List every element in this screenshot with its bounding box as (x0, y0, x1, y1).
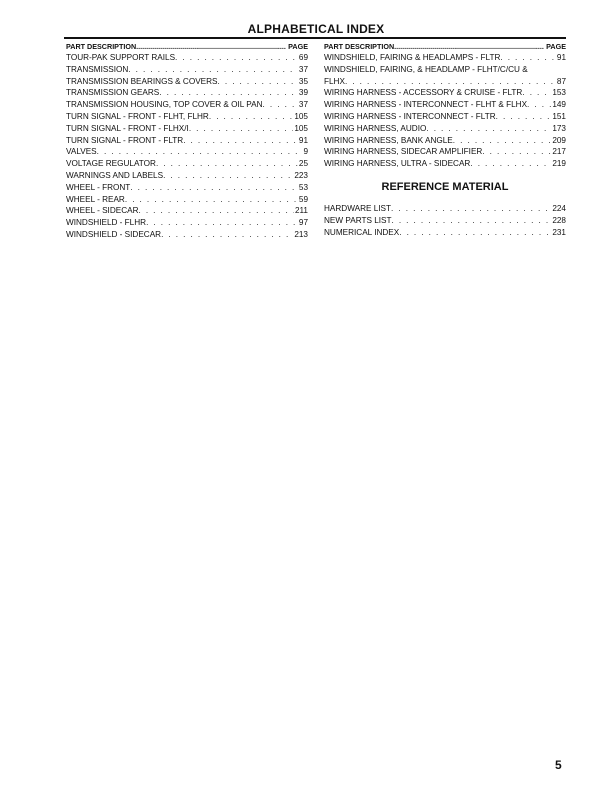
index-entry (66, 170, 308, 182)
entry-text: WHEEL - FRONT (66, 182, 131, 192)
index-entry (66, 87, 308, 99)
leader-dots (391, 203, 551, 215)
title-rule (64, 37, 566, 39)
entry-text: FLHX (324, 76, 345, 86)
column-header-page: PAGE (546, 42, 566, 51)
entry-page: 153 (552, 88, 566, 98)
entry-text: TURN SIGNAL - FRONT - FLTR (66, 135, 184, 145)
index-entry (66, 135, 308, 147)
column-header-page: PAGE (288, 42, 308, 51)
index-list-left (66, 52, 308, 241)
column-header (66, 41, 308, 52)
index-entry (324, 123, 566, 135)
entry-page: 39 (298, 88, 308, 98)
entry-text: TRANSMISSION (66, 64, 129, 74)
entry-page: 228 (552, 215, 566, 225)
entry-text: WHEEL - SIDECAR (66, 206, 139, 216)
entry-page: 59 (298, 194, 308, 204)
index-entry (324, 203, 566, 215)
index-entry (324, 146, 566, 158)
entry-text: WINDSHIELD - FLHR (66, 218, 147, 228)
entry-text: TOUR-PAK SUPPORT RAILS (66, 53, 176, 62)
leader-dots (500, 52, 556, 64)
entry-page: 25 (298, 159, 308, 169)
leader-dots (128, 64, 298, 76)
entry-page: 223 (294, 170, 308, 180)
index-entry (66, 194, 308, 206)
index-entry (324, 52, 566, 64)
leader-dots (527, 99, 551, 111)
index-entry (66, 205, 308, 217)
index-entry (66, 111, 308, 123)
leader-dots (175, 52, 298, 64)
index-entry (66, 229, 308, 241)
index-entry (324, 227, 566, 239)
index-column-right (324, 41, 566, 238)
entry-page: 97 (298, 218, 308, 228)
index-entry (66, 158, 308, 170)
entry-page: 211 (294, 206, 308, 216)
entry-text: WIRING HARNESS, AUDIO (324, 123, 427, 133)
reference-material-heading: REFERENCE MATERIAL (381, 180, 509, 193)
index-entry (324, 99, 566, 111)
leader-dots (163, 170, 293, 182)
entry-page: 69 (298, 53, 308, 62)
entry-text: VOLTAGE REGULATOR (66, 159, 156, 169)
leader-dots (263, 99, 298, 111)
index-entry (66, 123, 308, 135)
index-column-left (66, 41, 308, 241)
leader-dots (159, 87, 298, 99)
leader-dots (426, 123, 551, 135)
entry-text: VALVES (66, 147, 97, 157)
entry-text: WHEEL - REAR (66, 194, 125, 204)
index-entry (66, 146, 308, 158)
entry-text: WIRING HARNESS, BANK ANGLE (324, 135, 453, 145)
entry-page: 209 (552, 135, 566, 145)
index-entry (66, 217, 308, 229)
entry-text: TURN SIGNAL - FRONT - FLHT, FLHR (66, 111, 209, 121)
entry-page: 53 (298, 182, 308, 192)
entry-page: 219 (552, 159, 566, 169)
entry-text: WIRING HARNESS - INTERCONNECT - FLHT & FLHX (324, 100, 528, 110)
entry-text: NUMERICAL INDEX (324, 227, 400, 237)
index-entry (324, 158, 566, 170)
leader-dots (522, 87, 551, 99)
entry-text: WIRING HARNESS - ACCESSORY & CRUISE - FLTR (324, 88, 523, 98)
entry-text: TRANSMISSION GEARS (66, 88, 160, 98)
entry-page: 9 (303, 147, 308, 157)
leader-dots (399, 227, 551, 239)
leader-dots (136, 41, 286, 52)
index-entry (66, 64, 308, 76)
entry-text: TRANSMISSION BEARINGS & COVERS (66, 76, 218, 86)
index-entry (324, 215, 566, 227)
leader-dots (394, 41, 544, 52)
page-title: ALPHABETICAL INDEX (247, 22, 385, 36)
leader-dots (391, 215, 551, 227)
index-entry (66, 76, 308, 88)
leader-dots (453, 135, 552, 147)
leader-dots (146, 217, 298, 229)
entry-text: WIRING HARNESS, SIDECAR AMPLIFIER (324, 147, 483, 157)
entry-page: 149 (552, 100, 566, 110)
entry-text: TURN SIGNAL - FRONT - FLHX/I (66, 123, 189, 133)
leader-dots (125, 194, 298, 206)
leader-dots (97, 146, 303, 158)
column-header (324, 41, 566, 52)
index-entry (324, 64, 566, 76)
index-entry (66, 52, 308, 64)
entry-text: NEW PARTS LIST (324, 215, 392, 225)
entry-page: 224 (552, 203, 566, 213)
leader-dots (183, 135, 298, 147)
column-header-part: PART DESCRIPTION (324, 42, 395, 51)
index-entry (324, 135, 566, 147)
entry-page: 231 (552, 227, 566, 237)
index-list-right (324, 52, 566, 170)
leader-dots (345, 76, 556, 88)
entry-text: WINDSHIELD - SIDECAR (66, 229, 162, 239)
leader-dots (189, 123, 294, 135)
entry-text: WINDSHIELD, FAIRING & HEADLAMPS - FLTR (324, 53, 501, 62)
entry-text: TRANSMISSION HOUSING, TOP COVER & OIL PAN (66, 100, 263, 110)
leader-dots (161, 229, 293, 241)
entry-page: 37 (298, 100, 308, 110)
entry-page: 151 (552, 111, 566, 121)
entry-page: 213 (294, 229, 308, 239)
index-entry (66, 182, 308, 194)
column-header-part: PART DESCRIPTION (66, 42, 137, 51)
entry-page: 35 (298, 76, 308, 86)
entry-page: 173 (552, 123, 566, 133)
leader-dots (218, 76, 298, 88)
leader-dots (138, 205, 293, 217)
entry-text: WINDSHIELD, FAIRING, & HEADLAMP - FLHT/C/CU & (324, 64, 528, 74)
page-number: 5 (555, 758, 562, 772)
entry-text: WIRING HARNESS, ULTRA - SIDECAR (324, 159, 471, 169)
entry-page: 91 (556, 53, 566, 62)
leader-dots (209, 111, 293, 123)
leader-dots (156, 158, 298, 170)
index-entry (324, 87, 566, 99)
entry-page: 87 (556, 76, 566, 86)
entry-text: WARNINGS AND LABELS (66, 170, 164, 180)
entry-text: HARDWARE LIST (324, 203, 392, 213)
entry-text: WIRING HARNESS - INTERCONNECT - FLTR (324, 111, 496, 121)
index-entry (66, 99, 308, 111)
index-entry (324, 76, 566, 88)
leader-dots (496, 111, 552, 123)
leader-dots (130, 182, 298, 194)
reference-list (324, 203, 566, 238)
entry-page: 37 (298, 64, 308, 74)
entry-page: 91 (298, 135, 308, 145)
leader-dots (482, 146, 551, 158)
entry-page: 217 (552, 147, 566, 157)
entry-page: 105 (294, 111, 308, 121)
entry-page: 105 (294, 123, 308, 133)
leader-dots (470, 158, 551, 170)
index-entry (324, 111, 566, 123)
